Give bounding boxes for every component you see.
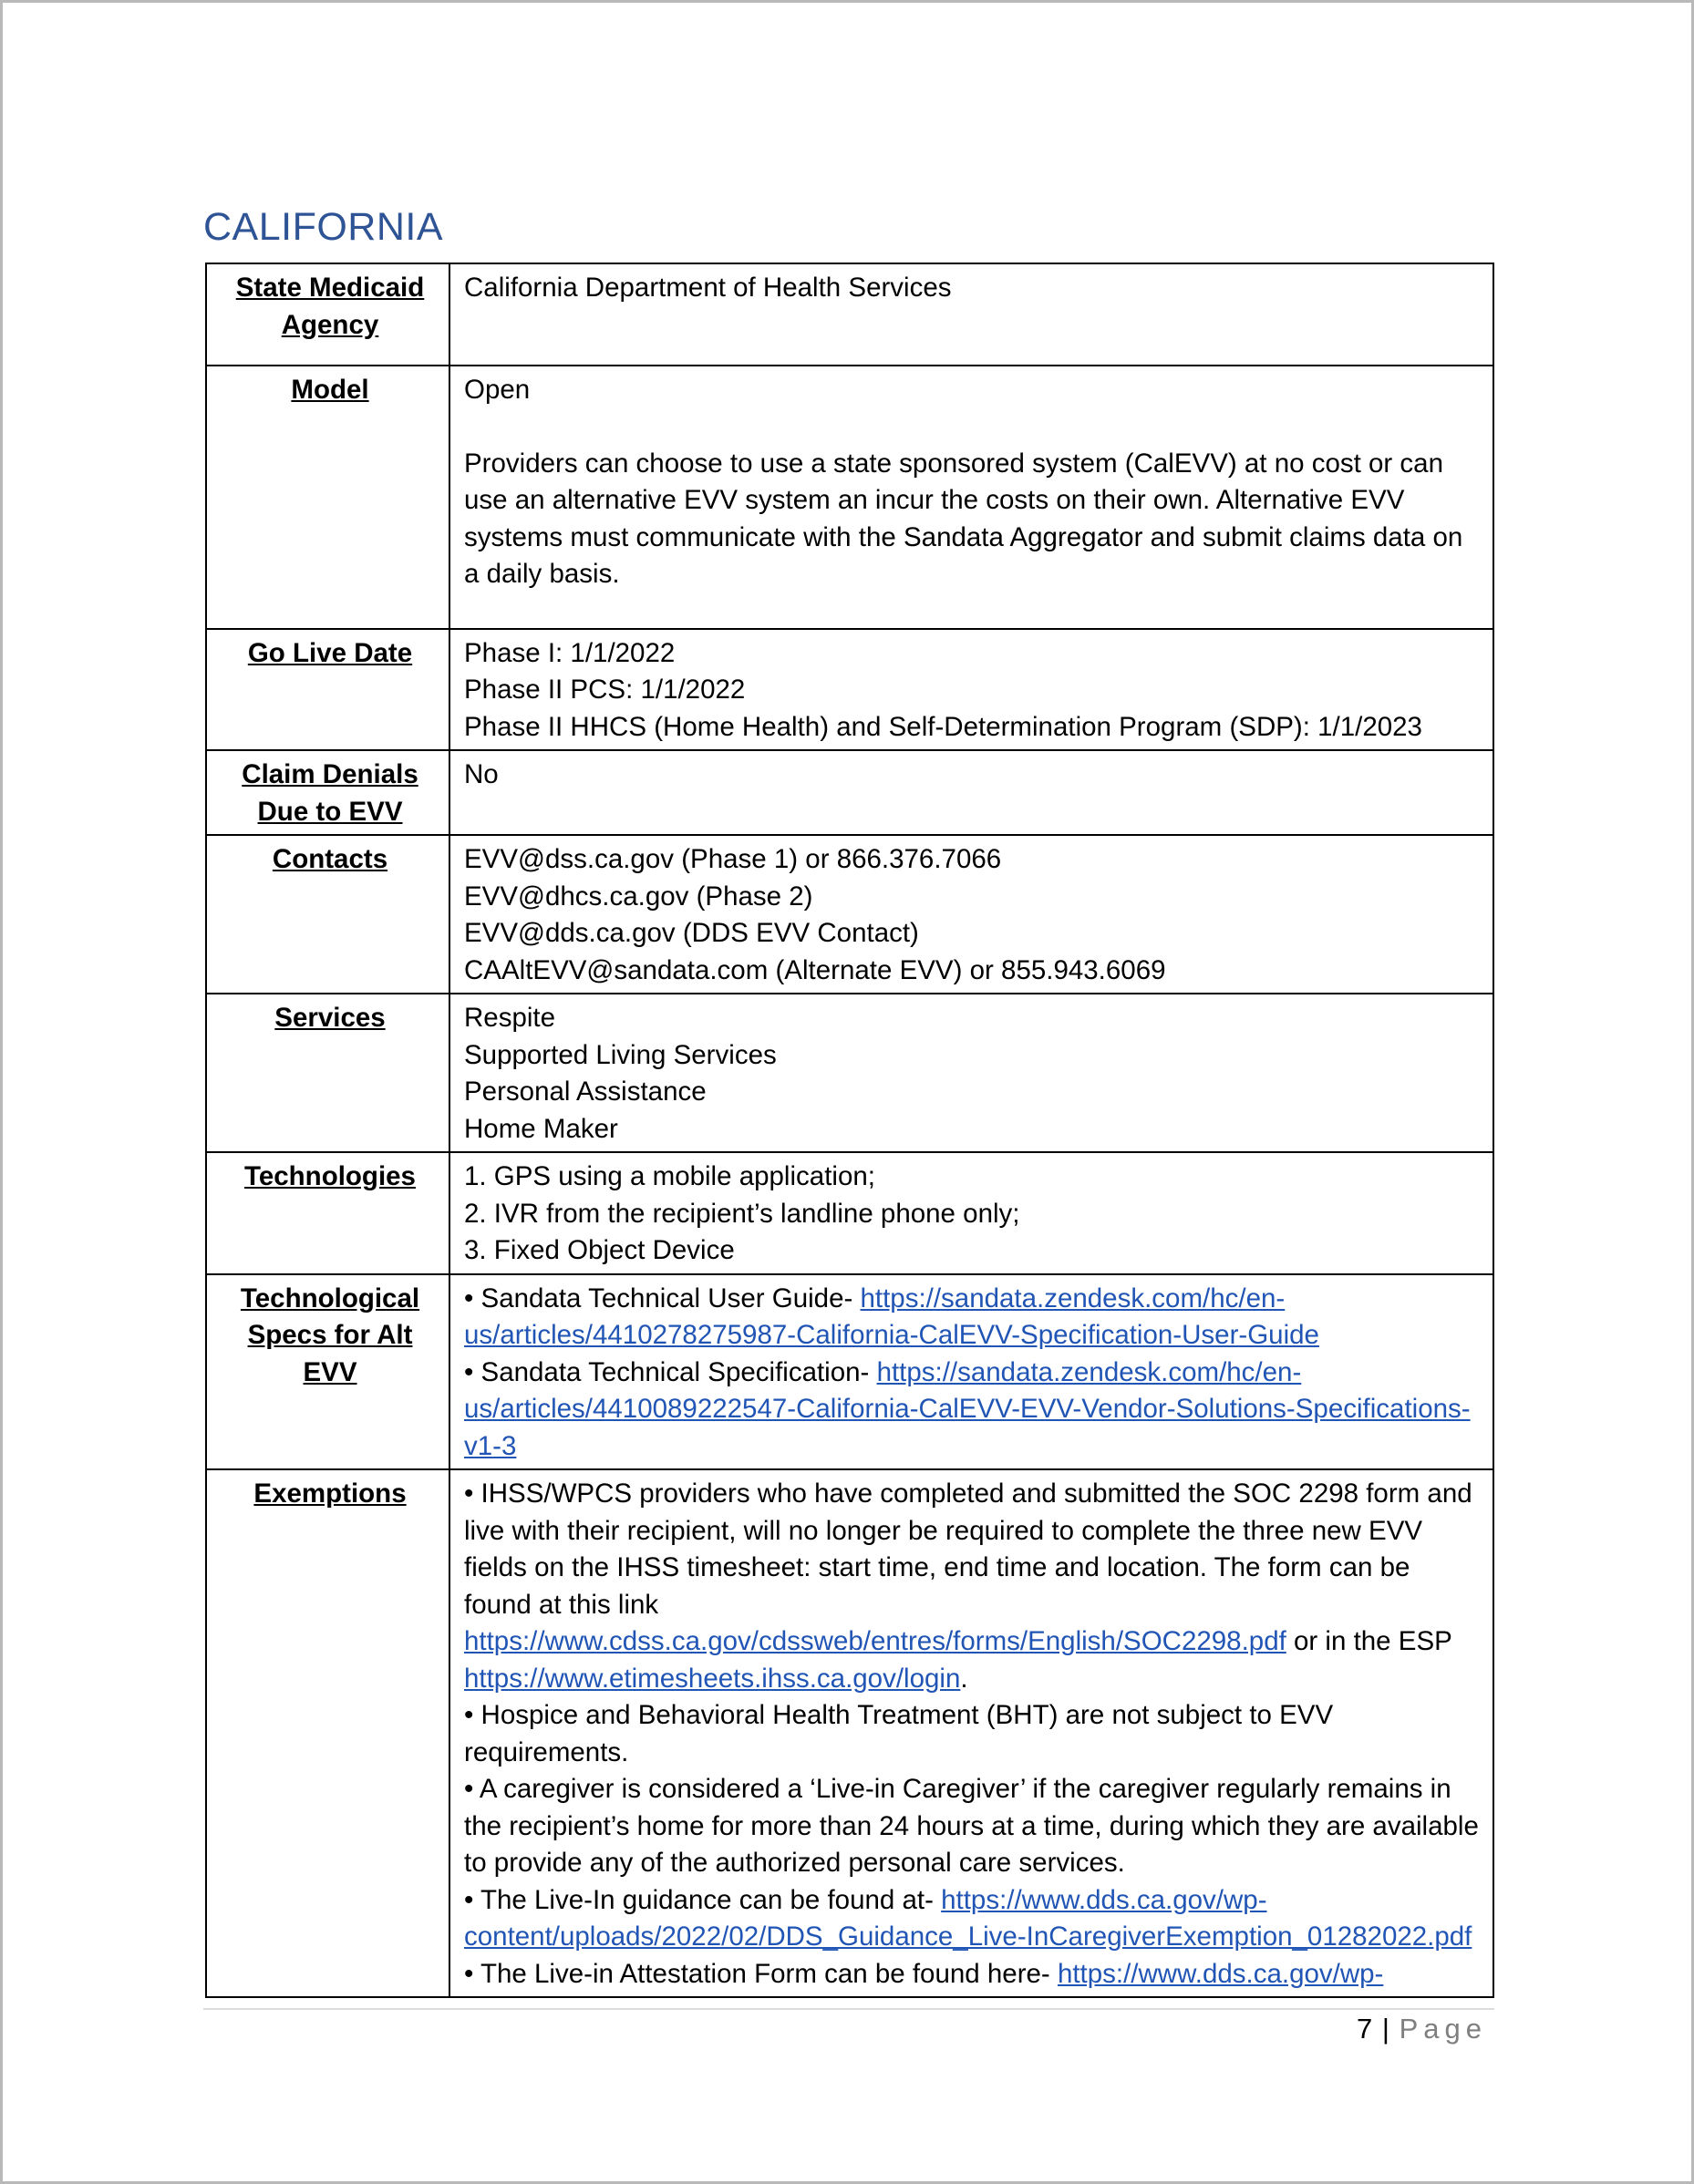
footer-separator: | <box>1381 2013 1390 2045</box>
footer-divider <box>203 2008 1494 2010</box>
table-row <box>206 1152 1493 1274</box>
table-row <box>206 1274 1493 1470</box>
exemption-item: • Hospice and Behavioral Health Treatment (BHT) are not subject to EVV requirements. <box>464 1700 1334 1767</box>
table-row <box>206 1469 1493 1997</box>
row-label-technologies: Technologies <box>206 1152 449 1274</box>
row-label-contacts: Contacts <box>206 835 449 994</box>
table-row <box>206 366 1493 629</box>
state-heading: CALIFORNIA <box>203 205 444 249</box>
table-row <box>206 629 1493 751</box>
spec-item-text: • Sandata Technical User Guide- <box>464 1283 861 1313</box>
contact-line: EVV@dhcs.ca.gov (Phase 2) <box>464 881 813 912</box>
table-row <box>206 994 1493 1152</box>
row-label-exemptions: Exemptions <box>206 1469 449 1997</box>
golive-line: Phase I: 1/1/2022 <box>464 637 676 668</box>
contact-line: EVV@dss.ca.gov (Phase 1) or 866.376.7066 <box>464 844 1002 874</box>
technology-line: 1. GPS using a mobile application; <box>464 1161 875 1191</box>
live-in-guidance-link[interactable]: https://www.dds.ca.gov/wp-content/uploads/2022/02/DDS_Guidance_Live-InCaregiverExemption_01282022.pdf <box>464 1884 1472 1952</box>
technology-line: 2. IVR from the recipient’s landline phone only; <box>464 1198 1020 1229</box>
service-line: Home Maker <box>464 1113 618 1144</box>
row-value-model <box>449 366 1493 629</box>
row-value-services <box>449 994 1493 1152</box>
exemption-item: • A caregiver is considered a ‘Live-in Caregiver’ if the caregiver regularly remains in the recipient’s home for more than 24 hours at a time, during which they are available to provide any of the authorized personal care services. <box>464 1774 1479 1878</box>
row-label-golive: Go Live Date <box>206 629 449 751</box>
row-value-golive <box>449 629 1493 751</box>
model-type: Open <box>464 375 531 405</box>
service-line: Respite <box>464 1003 556 1033</box>
row-label-denials: Claim Denials Due to EVV <box>206 750 449 835</box>
page-label: Page <box>1399 2013 1487 2045</box>
exemption-item <box>464 1956 1483 1993</box>
table-row <box>206 835 1493 994</box>
row-value-denials <box>449 750 1493 835</box>
specification-link[interactable]: https://sandata.zendesk.com/hc/en-us/articles/4410089222547-California-CalEVV-EVV-Vendor-Solutions-Specifications-v1-3 <box>464 1356 1471 1461</box>
attestation-form-link[interactable]: https://www.dds.ca.gov/wp- <box>1057 1958 1384 1989</box>
spec-item <box>464 1281 1483 1355</box>
row-value-contacts <box>449 835 1493 994</box>
denials-value: No <box>464 759 499 789</box>
agency-name: California Department of Health Services <box>464 273 952 303</box>
model-description: Providers can choose to use a state sponsored system (CalEVV) at no cost or can use an alternative EVV system an incur the costs on their own. Alternative EVV systems must communicate with the Sandata Aggregator and submit claims data on a daily basis. <box>464 448 1463 589</box>
row-value-specs <box>449 1274 1493 1470</box>
row-label-specs: Technological Specs for Alt EVV <box>206 1274 449 1470</box>
contact-line: CAAltEVV@sandata.com (Alternate EVV) or 855.943.6069 <box>464 954 1166 985</box>
row-value-exemptions <box>449 1469 1493 1997</box>
soc2298-form-link[interactable]: https://www.cdss.ca.gov/cdssweb/entres/forms/English/SOC2298.pdf <box>464 1626 1286 1656</box>
page-number: 7 <box>1357 2013 1374 2045</box>
exemption-item <box>464 1882 1483 1956</box>
evv-info-table <box>205 263 1494 1998</box>
golive-line: Phase II HHCS (Home Health) and Self-Determination Program (SDP): 1/1/2023 <box>464 711 1422 742</box>
service-line: Personal Assistance <box>464 1077 707 1107</box>
spec-item <box>464 1355 1483 1466</box>
page-footer <box>1357 2013 1487 2045</box>
row-label-agency: State Medicaid Agency <box>206 263 449 366</box>
contact-line: EVV@dds.ca.gov (DDS EVV Contact) <box>464 918 919 948</box>
exemption-text: • The Live-In guidance can be found at- <box>464 1884 942 1915</box>
golive-line: Phase II PCS: 1/1/2022 <box>464 675 746 705</box>
table-row <box>206 263 1493 366</box>
row-value-technologies <box>449 1152 1493 1274</box>
exemption-text: • IHSS/WPCS providers who have completed and submitted the SOC 2298 form and live with their recipient, will no longer be required to complete the three new EVV fields on the IHSS timesheet: start time, end time and location. The form can be found at this link <box>464 1478 1472 1620</box>
row-label-services: Services <box>206 994 449 1152</box>
user-guide-link[interactable]: https://sandata.zendesk.com/hc/en-us/articles/4410278275987-California-CalEVV-Specification-User-Guide <box>464 1283 1319 1350</box>
exemption-item <box>464 1476 1483 1697</box>
exemption-text: . <box>960 1663 968 1694</box>
row-value-agency <box>449 263 1493 366</box>
service-line: Supported Living Services <box>464 1039 777 1070</box>
spec-item-text: • Sandata Technical Specification- <box>464 1356 877 1387</box>
exemption-text: • The Live-in Attestation Form can be found here- <box>464 1958 1058 1989</box>
exemption-text: or in the ESP <box>1286 1626 1452 1656</box>
technology-line: 3. Fixed Object Device <box>464 1235 735 1265</box>
row-label-model: Model <box>206 366 449 629</box>
esp-login-link[interactable]: https://www.etimesheets.ihss.ca.gov/login <box>464 1663 961 1694</box>
table-row <box>206 750 1493 835</box>
